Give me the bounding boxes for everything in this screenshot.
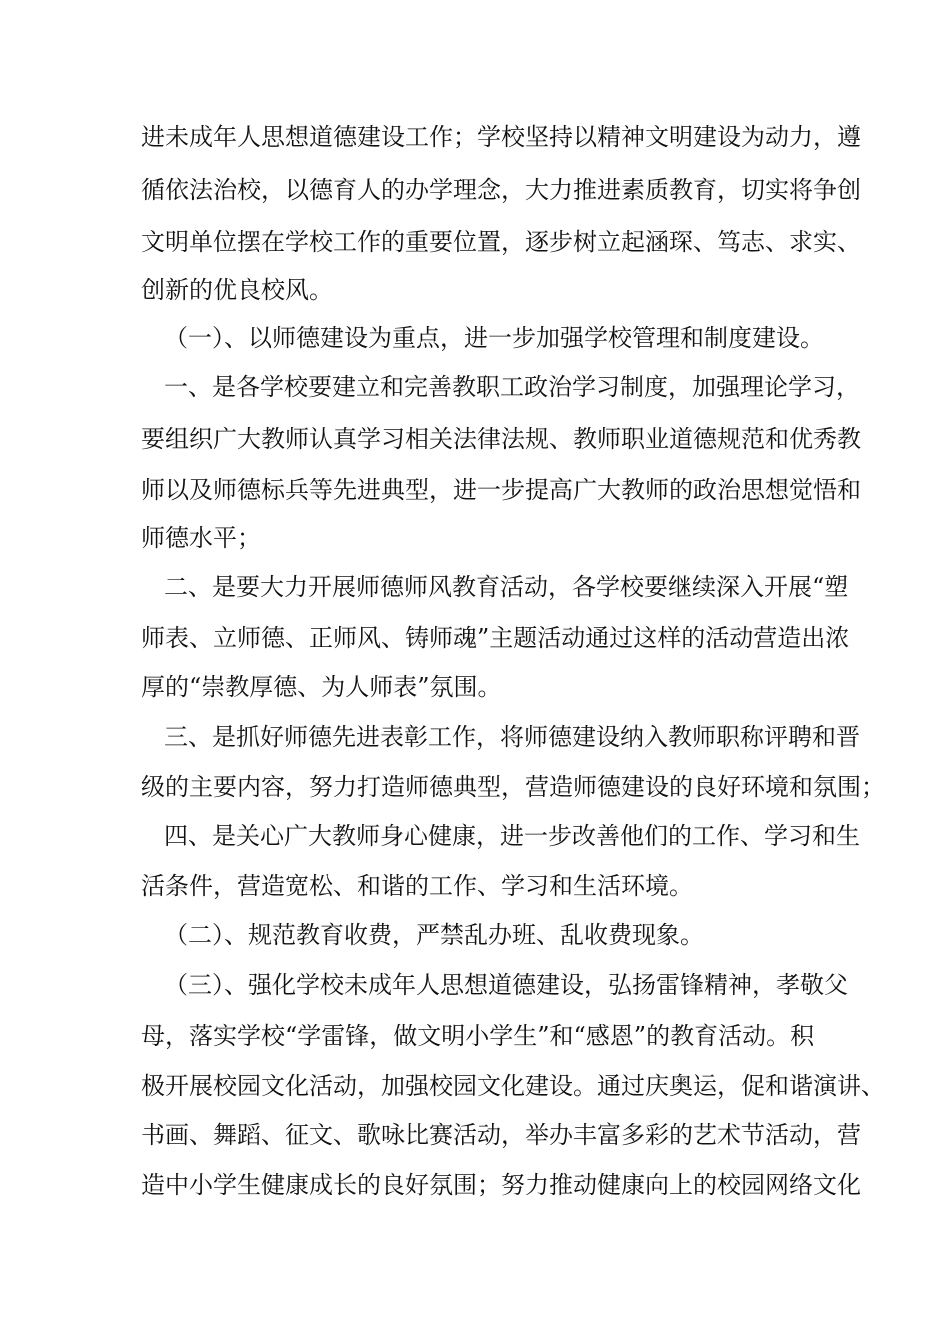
text-line: 文明单位摆在学校工作的重要位置，逐步树立起涵琛、笃志、求实、	[141, 228, 861, 256]
text-line: 要组织广大教师认真学习相关法律法规、教师职业道德规范和优秀教	[141, 425, 861, 453]
text-line: 极开展校园文化活动，加强校园文化建设。通过庆奥运，促和谐演讲、	[141, 1072, 885, 1100]
text-line: 造中小学生健康成长的良好氛围；努力推动健康向上的校园网络文化	[141, 1171, 861, 1199]
section-heading: （二）、规范教育收费，严禁乱办班、乱收费现象。	[164, 921, 704, 949]
section-heading: （三）、强化学校未成年人思想道德建设，弘扬雷锋精神，孝敬父	[164, 971, 848, 999]
text-line: 厚的“崇教厚德、为人师表”氛围。	[141, 673, 502, 701]
text-line: 进未成年人思想道德建设工作；学校坚持以精神文明建设为动力，遵	[141, 123, 861, 151]
text-line: 一、是各学校要建立和完善教职工政治学习制度，加强理论学习，	[164, 373, 860, 401]
text-line: 级的主要内容，努力打造师德典型，营造师德建设的良好环境和氛围；	[141, 773, 885, 801]
section-heading: （一）、以师德建设为重点，进一步加强学校管理和制度建设。	[164, 324, 824, 352]
text-line: 师表、立师德、正师风、铸师魂”主题活动通过这样的活动营造出浓	[141, 624, 850, 652]
text-line: 三、是抓好师德先进表彰工作，将师德建设纳入教师职称评聘和晋	[164, 723, 860, 751]
text-line: 二、是要大力开展师德师风教育活动，各学校要继续深入开展“塑	[164, 573, 849, 601]
text-line: 四、是关心广大教师身心健康，进一步改善他们的工作、学习和生	[164, 822, 860, 850]
text-line: 母，落实学校“学雷锋，做文明小学生”和“感恩”的教育活动。积	[141, 1022, 815, 1050]
text-line: 师以及师德标兵等先进典型，进一步提高广大教师的政治思想觉悟和	[141, 476, 861, 504]
text-line: 书画、舞蹈、征文、歌咏比赛活动，举办丰富多彩的艺术节活动，营	[141, 1121, 861, 1149]
text-line: 活条件，营造宽松、和谐的工作、学习和生活环境。	[141, 872, 693, 900]
text-line: 循依法治校，以德育人的办学理念，大力推进素质教育，切实将争创	[141, 176, 861, 204]
text-line: 创新的优良校风。	[141, 276, 333, 304]
text-line: 师德水平；	[141, 524, 261, 552]
